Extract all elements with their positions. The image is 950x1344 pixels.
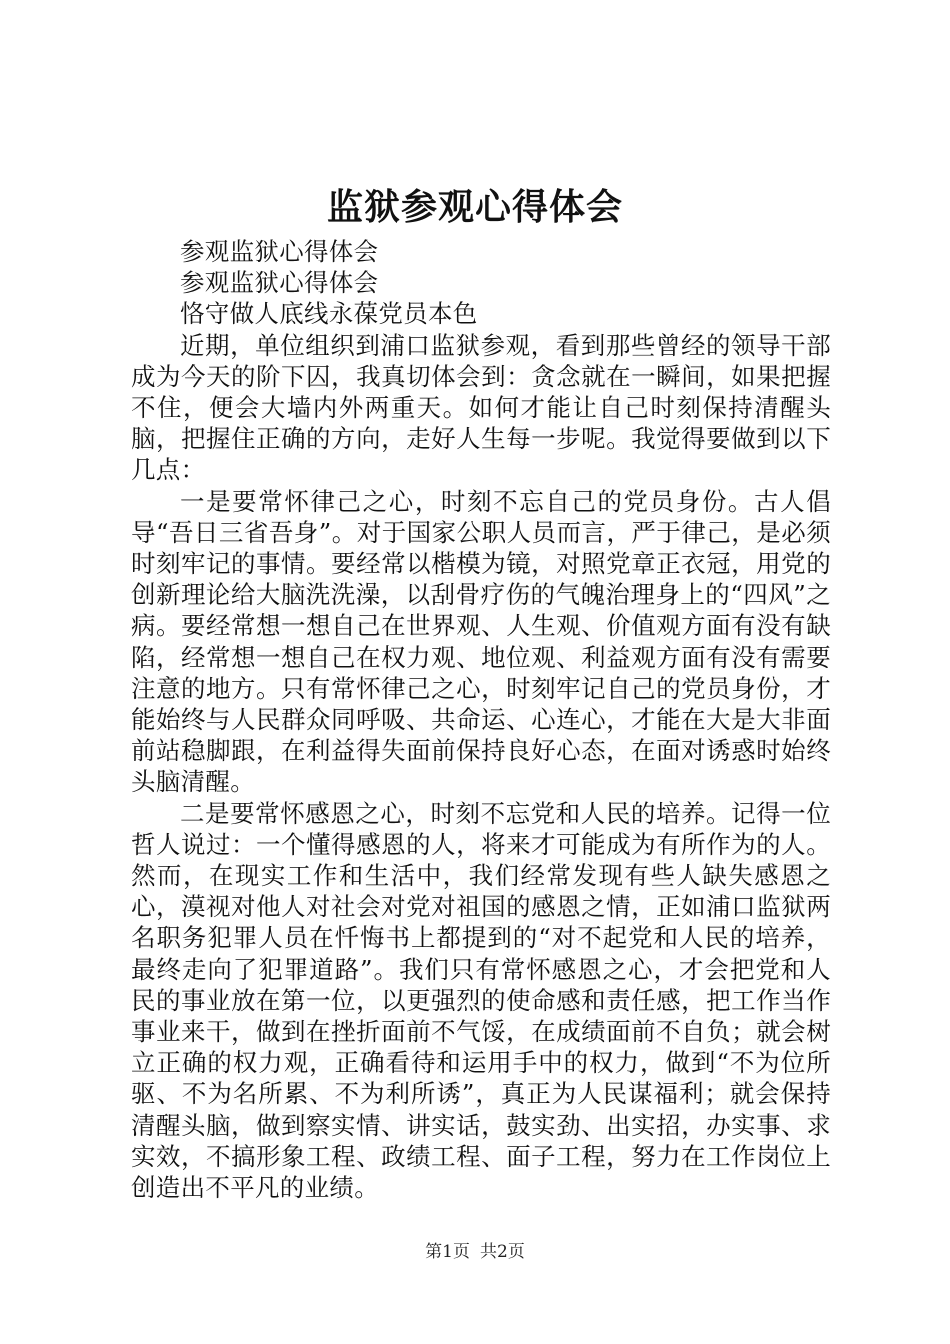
paragraph-subtitle-1: 参观监狱心得体会: [180, 237, 379, 266]
paragraph-heading: 恪守做人底线永葆党员本色: [180, 299, 478, 329]
paragraph-subtitle-2: 参观监狱心得体会: [180, 268, 379, 298]
paragraph-point-two: 二是要常怀感恩之心，时刻不忘党和人民的培养。记得一位哲人说过：一个懂得感恩的人，将来才可能成为有所作为的人。然而，在现实工作和生活中，我们经常发现有些人缺失感恩之心，漠视对他人对社会对党对祖国的感恩之情，正如浦口监狱两名职务犯罪人员在忏悔书上都提到的“对不起党和人民的培养，最终走向了犯罪道路”。我们只有常怀感恩之心，才会把党和人民的事业放在第一位，以更强烈的使命感和责任感，把工作当作事业来干，做到在挫折面前不气馁，在成绩面前不自负；就会树立正确的权力观，正确看待和运用手中的权力，做到“不为位所驱、不为名所累、不为利所诱”，真正为人民谋福利；就会保持清醒头脑，做到察实情、讲实话，鼓实劲、出实招，办实事、求实效，不搞形象工程、政绩工程、面子工程，努力在工作岗位上创造出不平凡的业绩。: [131, 798, 832, 1203]
paragraph-intro: 近期，单位组织到浦口监狱参观，看到那些曾经的领导干部成为今天的阶下囚，我真切体会到：贪念就在一瞬间，如果把握不住，便会大墙内外两重天。如何才能让自己时刻保持清醒头脑，把握住正确的方向，走好人生每一步呢。我觉得要做到以下几点：: [131, 330, 831, 485]
page-total: 共2页: [480, 1242, 525, 1262]
document-title: 监狱参观心得体会: [326, 186, 623, 228]
page-number: 第1页: [425, 1242, 470, 1262]
document-body: [131, 236, 831, 1203]
page-footer: [0, 1241, 950, 1263]
paragraph-point-one: 一是要常怀律己之心，时刻不忘自己的党员身份。古人倡导“吾日三省吾身”。对于国家公职人员而言，严于律己，是必须时刻牢记的事情。要经常以楷模为镜，对照党章正衣冠，用党的创新理论给大脑洗洗澡，以刮骨疗伤的气魄治理身上的“四风”之病。要经常想一想自己在世界观、人生观、价值观方面有没有缺陷，经常想一想自己在权力观、地位观、利益观方面有没有需要注意的地方。只有常怀律己之心，时刻牢记自己的党员身份，才能始终与人民群众同呼吸、共命运、心连心，才能在大是大非面前站稳脚跟，在利益得失面前保持良好心态，在面对诱惑时始终头脑清醒。: [131, 486, 831, 797]
